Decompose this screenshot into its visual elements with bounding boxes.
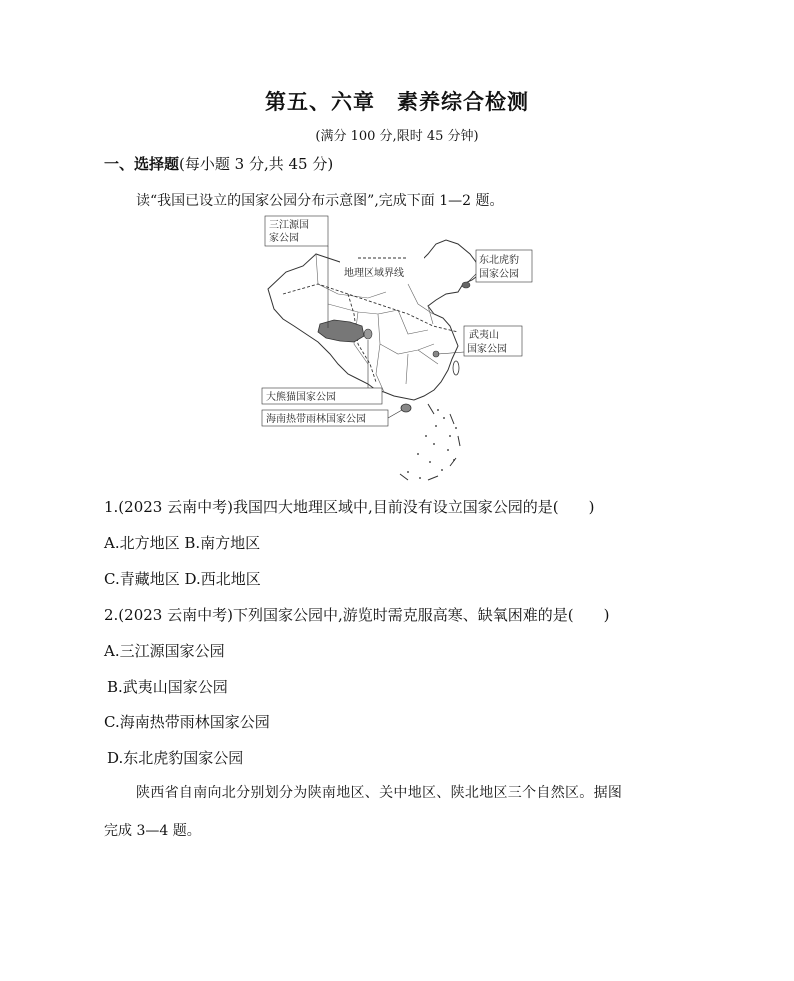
question-2-option-b: B.武夷山国家公园	[107, 678, 228, 696]
question-intro: 读“我国已设立的国家公园分布示意图”,完成下面 1—2 题。	[136, 193, 504, 209]
section-note: (每小题 3 分,共 45 分)	[179, 155, 334, 173]
dongbei-park-marker	[462, 282, 470, 288]
question-2-stem: 2.(2023 云南中考)下列国家公园中,游览时需克服高寒、缺氧困难的是( )	[104, 606, 610, 624]
taiwan-island	[453, 361, 459, 375]
label-sanjiangyuan-2: 家公园	[269, 233, 299, 244]
daxiongmao-park-marker	[364, 329, 372, 339]
sanjiangyuan-region	[318, 320, 364, 342]
label-hainan: 海南热带雨林国家公园	[266, 414, 366, 425]
nine-dash-line	[400, 404, 460, 480]
south-sea-islands	[407, 409, 457, 479]
question-1-stem: 1.(2023 云南中考)我国四大地理区域中,目前没有设立国家公园的是( )	[104, 498, 595, 516]
label-wuyishan-2: 国家公园	[467, 344, 507, 355]
label-daxiongmao: 大熊猫国家公园	[266, 392, 336, 403]
hainan-island	[401, 404, 411, 412]
hainan-leader	[388, 410, 402, 418]
page-subtitle: (满分 100 分,限时 45 分钟)	[315, 129, 479, 144]
reading-paragraph-line-2: 完成 3—4 题。	[104, 823, 201, 839]
section-title: 一、选择题	[104, 155, 180, 173]
national-parks-map	[258, 214, 533, 486]
question-2-option-c: C.海南热带雨林国家公园	[104, 713, 270, 731]
question-2-option-d: D.东北虎豹国家公园	[107, 749, 244, 767]
label-boundary: 地理区域界线	[344, 268, 404, 279]
label-sanjiangyuan-1: 三江源国	[269, 220, 309, 231]
label-dongbei-2: 国家公园	[479, 269, 519, 280]
question-1-option-line-2: C.青藏地区 D.西北地区	[104, 570, 261, 588]
label-dongbei-1: 东北虎豹	[479, 255, 519, 266]
question-1-option-line-1: A.北方地区 B.南方地区	[104, 534, 261, 552]
reading-paragraph-line-1: 陕西省自南向北分别划分为陕南地区、关中地区、陕北地区三个自然区。据图	[136, 785, 623, 801]
section-heading	[104, 153, 333, 174]
page-title: 第五、六章 素养综合检测	[265, 89, 529, 114]
wuyishan-leader	[438, 352, 464, 354]
question-2-option-a: A.三江源国家公园	[104, 642, 225, 660]
label-wuyishan-1: 武夷山	[469, 330, 499, 341]
